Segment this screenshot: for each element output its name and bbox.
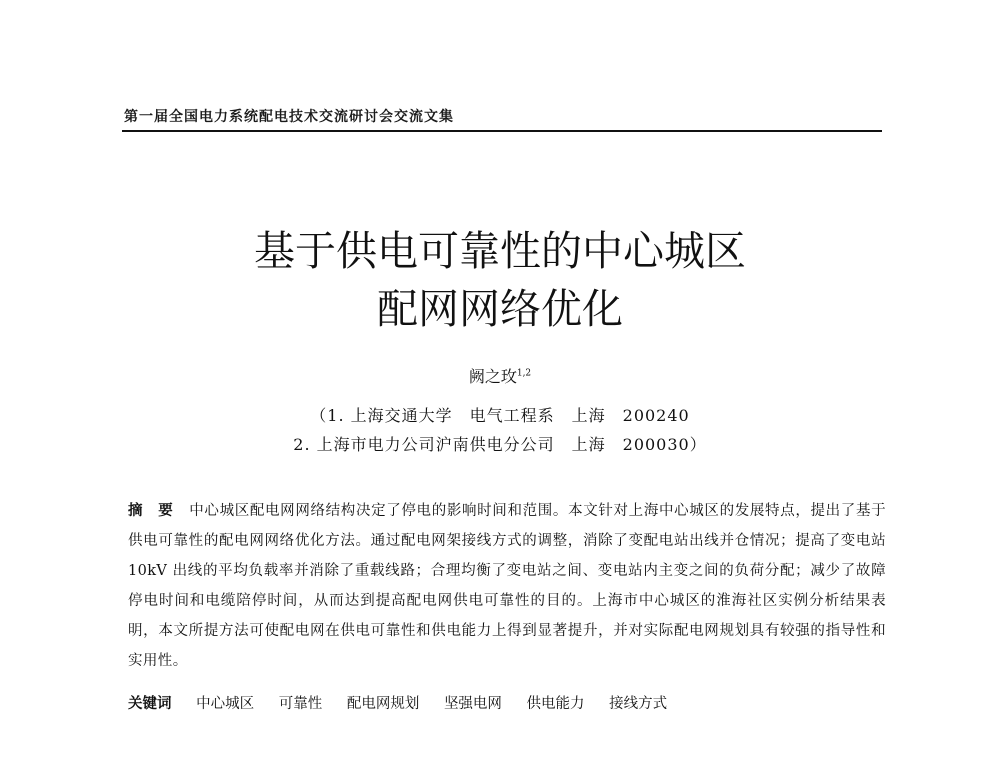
abstract	[128, 496, 886, 676]
keyword: 坚强电网	[443, 696, 502, 712]
header-rule	[122, 130, 882, 132]
keyword: 可靠性	[278, 696, 323, 712]
keywords	[128, 692, 886, 716]
title-line-2: 配网网络优化	[377, 285, 623, 333]
title-line-1: 基于供电可靠性的中心城区	[254, 227, 746, 275]
author-name: 阙之玫	[468, 367, 517, 386]
affiliation-2: 2. 上海市电力公司沪南供电分公司 上海 200030）	[293, 435, 707, 454]
keyword: 接线方式	[609, 696, 668, 712]
paper-title	[0, 222, 1000, 338]
affiliation-1: （1. 上海交通大学 电气工程系 上海 200240	[310, 406, 690, 425]
author-line	[0, 364, 1000, 387]
keywords-label: 关键词	[128, 696, 172, 712]
keyword: 供电能力	[526, 696, 585, 712]
keyword: 配电网规划	[346, 696, 420, 712]
author-affiliation-marks: 1,2	[516, 368, 532, 379]
running-header: 第一届全国电力系统配电技术交流研讨会交流文集	[124, 109, 454, 125]
keyword: 中心城区	[196, 696, 255, 712]
abstract-text: 中心城区配电网网络结构决定了停电的影响时间和范围。本文针对上海中心城区的发展特点，提出了基于供电可靠性的配电网网络优化方法。通过配电网架接线方式的调整，消除了变配电站出线并仓情况；提高了变电站 10kV 出线的平均负载率并消除了重载线路；合理均衡了变电站之间、变电站内主变之间的负荷分配；减少了故障停电时间和电缆陪停时间，从而达到提高配电网供电可靠性的目的。上海市中心城区的淮海社区实例分析结果表明，本文所提方法可使配电网在供电可靠性和供电能力上得到显著提升，并对实际配电网规划具有较强的指导性和实用性。	[128, 503, 887, 669]
abstract-label: 摘 要	[128, 503, 174, 519]
